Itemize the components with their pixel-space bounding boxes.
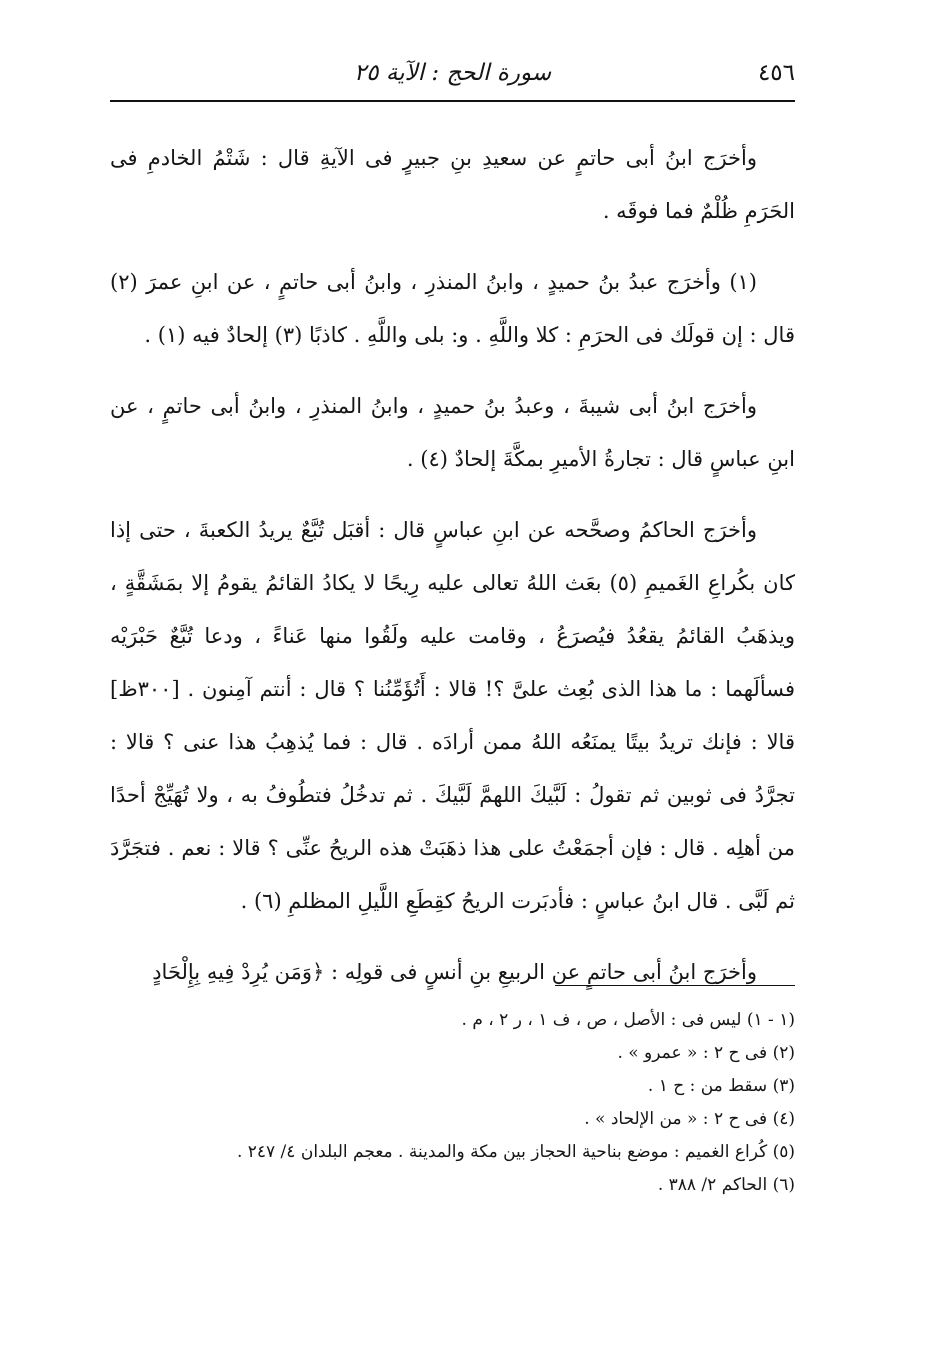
paragraph-3: وأخرَج ابنُ أبى شيبةَ ، وعبدُ بنُ حميدٍ ، وابنُ المنذرِ ، وابنُ أبى حاتمٍ ، عن ابنِ عباسٍ قال : تجارةُ الأميرِ بمكَّةَ إلحادٌ (٤) . xyxy=(110,394,795,471)
footnote: (١ - ١) ليس فى : الأصل ، ص ، ف ١ ، ر ٢ ، م . xyxy=(461,1010,795,1030)
footnote: (٤) فى ح ٢ : « من الإلحاد » . xyxy=(584,1109,795,1129)
footnote: (٢) فى ح ٢ : « عمرو » . xyxy=(617,1043,795,1063)
page-number: ٤٥٦ xyxy=(757,60,795,86)
footnotes xyxy=(110,1004,795,1202)
footnote: (٦) الحاكم ٢/ ٣٨٨ . xyxy=(657,1175,795,1195)
page-header xyxy=(110,58,795,92)
paragraph-2: (١) وأخرَج عبدُ بنُ حميدٍ ، وابنُ المنذرِ ، وابنُ أبى حاتمٍ ، عن ابنِ عمرَ (٢) قال : إن قولَك فى الحرَمِ : كلا واللَّهِ . و: بلى واللَّهِ . كاذبًا (٣) إلحادٌ فيه (١) . xyxy=(110,270,795,347)
running-title: سورة الحج : الآية ٢٥ xyxy=(353,60,552,86)
footnote: (٣) سقط من : ح ١ . xyxy=(647,1076,795,1096)
header-rule xyxy=(110,100,795,102)
paragraph-4: وأخرَج الحاكمُ وصحَّحه عن ابنِ عباسٍ قال : أقبَل تُبَّعٌ يريدُ الكعبةَ ، حتى إذا كان بكُراعِ الغَميمِ (٥) بعَث اللهُ تعالى عليه رِيحًا لا يكادُ القائمُ يقومُ إلا بمَشَقَّةٍ ، ويذهَبُ القائمُ يقعُدُ فيُصرَعُ ، وقامت عليه ولَقُوا منها عَناءً ، ودعا تُبَّعٌ حَبْرَيْه فسألَهما : ما هذا الذى بُعِث علىَّ ؟! قالا : أَتُؤَمِّنُنا ؟ قال : أنتم آمِنون . [٣٠٠ظ] قالا : فإنك تريدُ بيتًا يمنَعُه اللهُ ممن أرادَه . قال : فما يُذهِبُ هذا عنى ؟ قالا : تجرَّدُ فى ثوبين ثم تقولُ : لَبَّيكَ اللهمَّ لَبَّيكَ . ثم تدخُلُ فتطُوفُ به ، ولا تُهَيِّجْ أحدًا من أهلِه . قال : فإن أجمَعْتُ على هذا ذهَبَتْ هذه الريحُ عنِّى ؟ قالا : نعم . فتجَرَّدَ ثم لَبَّى . قال ابنُ عباسٍ : فأدبَرت الريحُ كقِطَعِ اللَّيلِ المظلمِ (٦) . xyxy=(110,518,796,913)
footnote: (٥) كُراع الغميم : موضع بناحية الحجاز بين مكة والمدينة . معجم البلدان ٤/ ٢٤٧ . xyxy=(236,1142,795,1162)
paragraph-5: وأخرَج ابنُ أبى حاتمٍ عن الربيعِ بنِ أنسٍ فى قولِه : ﴿وَمَن يُرِدْ فِيهِ بِإِلْحَادٍ xyxy=(152,960,757,984)
footnote-separator xyxy=(555,985,795,986)
main-text xyxy=(110,132,795,999)
paragraph-1: وأخرَج ابنُ أبى حاتمٍ عن سعيدِ بنِ جبيرٍ فى الآيةِ قال : شَتْمُ الخادمِ فى الحَرَمِ ظُلْمٌ فما فوقَه . xyxy=(110,146,795,223)
